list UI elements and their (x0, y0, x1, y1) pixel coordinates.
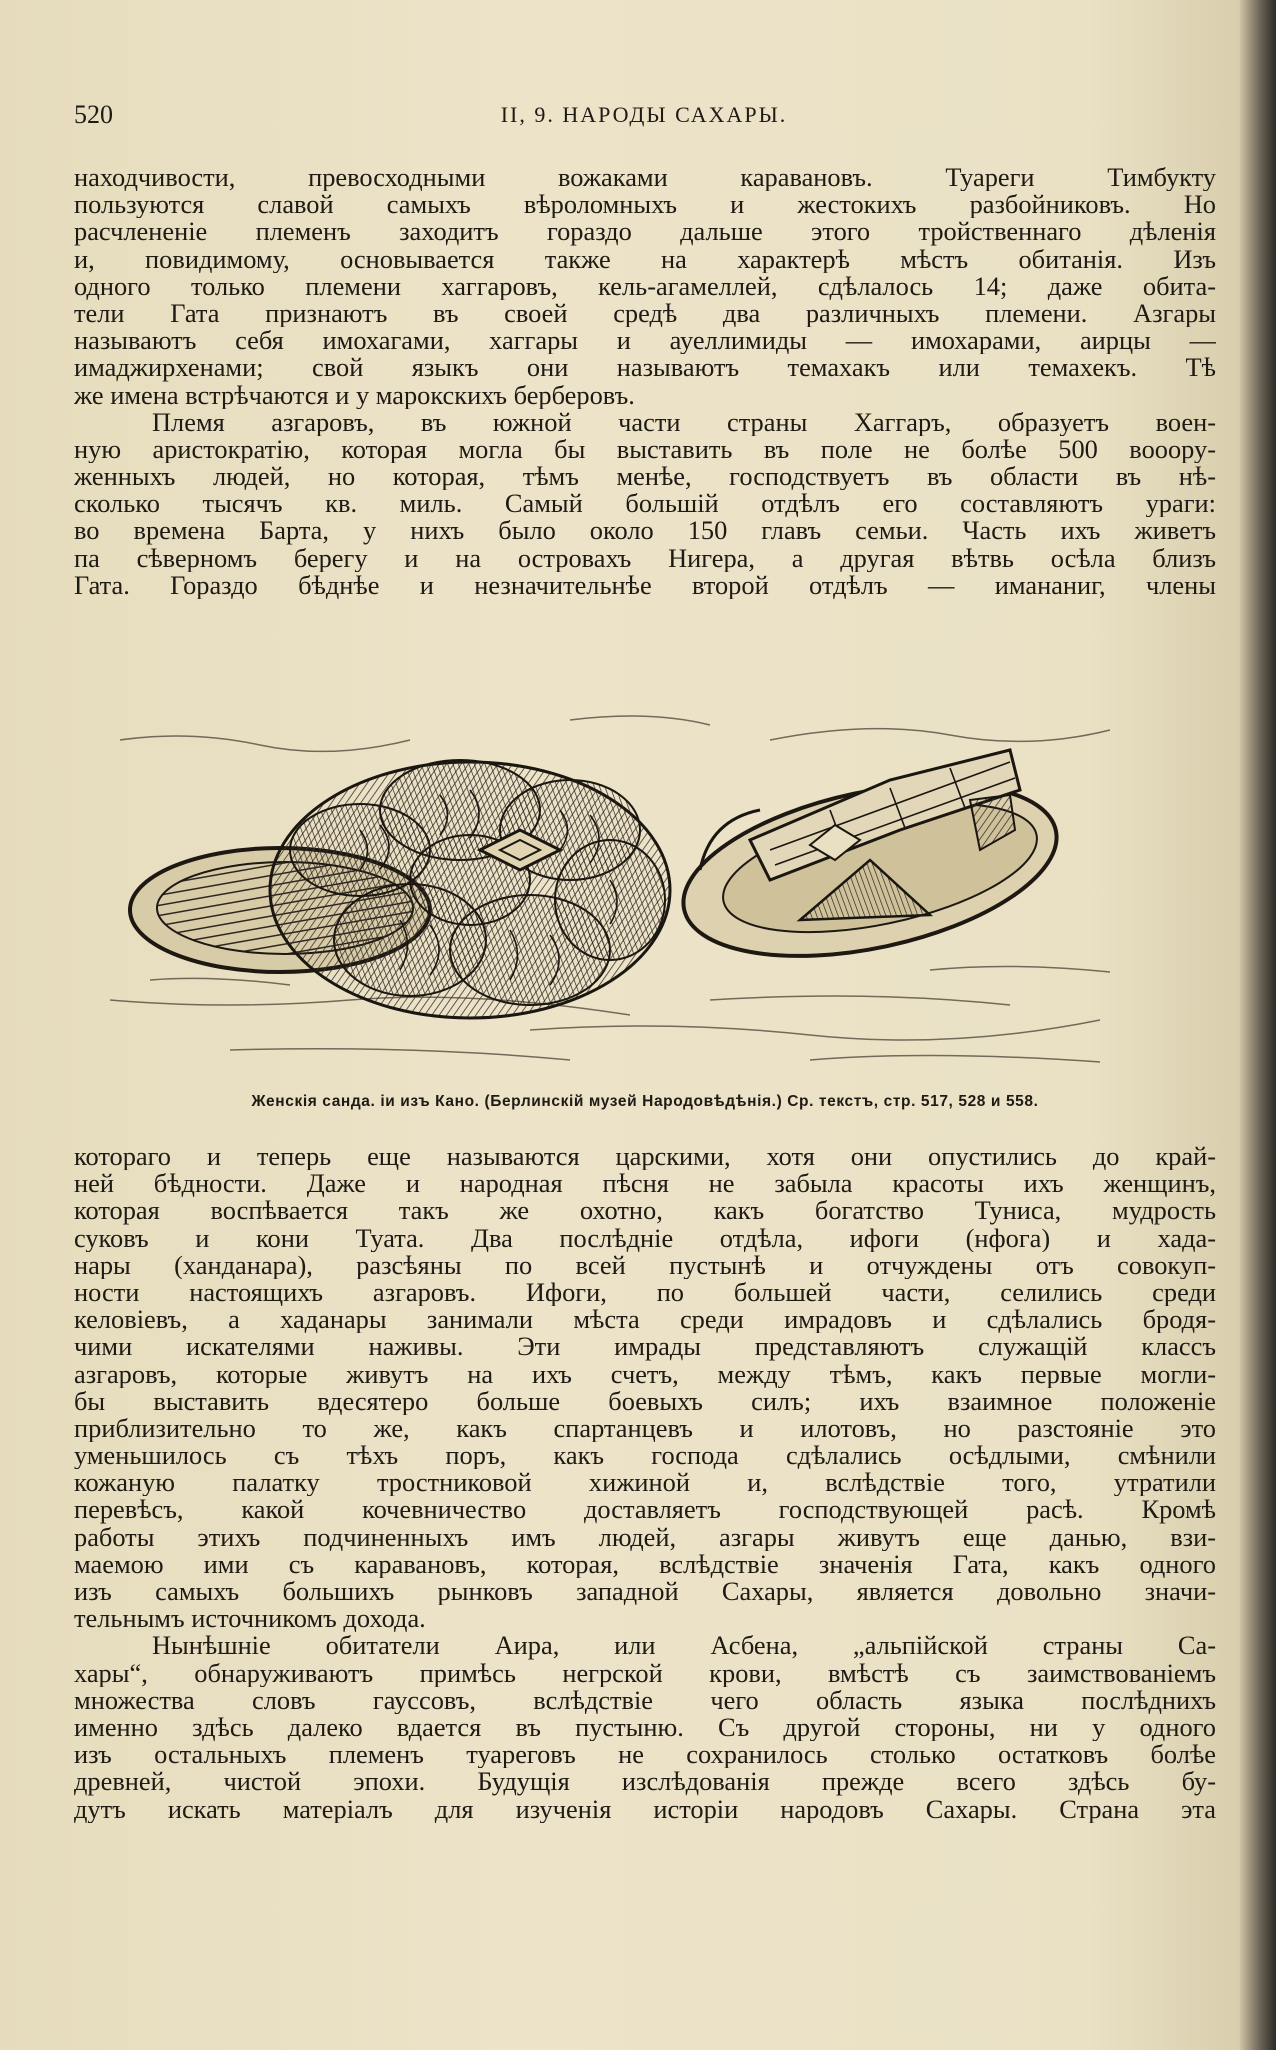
text-line: женныхъ людей, но которая, тѣмъ менѣе, господствуетъ въ области въ нѣ- (74, 463, 1216, 491)
text-line: именно здѣсь далеко вдается въ пустыню. Съ другой стороны, ни у одного (74, 1713, 1216, 1742)
text-line: расчлененіе племенъ заходитъ гораздо дальше этого тройственнаго дѣленія (74, 218, 1216, 246)
book-spine-shadow (1240, 0, 1276, 2050)
right-sandal (668, 750, 1072, 986)
text-block-bottom (74, 1143, 1216, 1823)
text-line: уменьшилось съ тѣхъ поръ, какъ господа сдѣлались осѣдлыми, смѣнили (74, 1442, 1216, 1470)
text-line: древней, чистой эпохи. Будущія изслѣдованія прежде всего здѣсь бу- (74, 1768, 1216, 1796)
text-line: дутъ искать матеріалъ для изученія исторіи народовъ Сахары. Страна эта (74, 1795, 1216, 1823)
text-line: и, повидимому, основывается также на характерѣ мѣстъ обитанія. Изъ (74, 245, 1216, 273)
text-line: кожаную палатку тростниковой хижиной и, вслѣдствіе того, утратили (74, 1469, 1216, 1497)
text-line: которая воспѣвается такъ же охотно, какъ богатство Туниса, мудрость (74, 1197, 1216, 1225)
text-line: суковъ и кони Туата. Два послѣдніе отдѣла, ифоги (нфога) и хада- (74, 1224, 1216, 1252)
text-block-top (74, 164, 1216, 599)
text-line: ней бѣдности. Даже и народная пѣсня не забыла красоты ихъ женщинъ, (74, 1170, 1216, 1198)
text-line: множества словъ гауссовъ, вслѣдствіе чего область языка послѣднихъ (74, 1686, 1216, 1714)
text-line: работы этихъ подчиненныхъ имъ людей, азгары живутъ еще данью, взи- (74, 1523, 1216, 1551)
text-line: ную аристократію, которая могла бы выставить въ поле не болѣе 500 вооору- (74, 435, 1216, 464)
text-line: хары“, обнаруживаютъ примѣсь негрской крови, вмѣстѣ съ заимствованіемъ (74, 1659, 1216, 1687)
text-line: Племя азгаровъ, въ южной части страны Хаггаръ, образуетъ воен- (152, 408, 1216, 436)
text-line: котораго и теперь еще называются царскими, хотя они опустились до край- (74, 1143, 1216, 1171)
text-line: сколько тысячъ кв. миль. Самый большій отдѣлъ его составляютъ ураги: (74, 490, 1216, 518)
text-line: во времена Барта, у нихъ было около 150 главъ семьи. Часть ихъ живетъ (74, 517, 1216, 545)
text-line: приблизительно то же, какъ спартанцевъ и илотовъ, но разстояніе это (74, 1414, 1216, 1443)
sandals-engraving (110, 700, 1130, 1080)
text-line: называютъ себя имохагами, хаггары и ауеллимиды — имохарами, аирцы — (74, 327, 1216, 355)
text-line: пользуются славой самыхъ вѣроломныхъ и жестокихъ разбойниковъ. Но (74, 191, 1216, 219)
text-line: тельнымъ источникомъ дохода. (74, 1605, 426, 1633)
page-number: 520 (74, 100, 113, 129)
text-line: па сѣверномъ берегу и на островахъ Нигера, а другая вѣтвь осѣла близъ (74, 544, 1216, 572)
page-header (74, 100, 1214, 140)
text-line: находчивости, превосходными вожаками каравановъ. Туареги Тимбукту (74, 164, 1216, 192)
text-line: келовіевъ, а хаданары занимали мѣста среди имрадовъ и сдѣлались бродя- (74, 1306, 1216, 1334)
text-line: одного только племени хаггаровъ, кель-агамеллей, сдѣлалось 14; даже обита- (74, 272, 1216, 300)
text-line: маемою ими съ каравановъ, которая, вслѣдствіе значенія Гата, какъ одного (74, 1550, 1216, 1578)
text-line: ности настоящихъ азгаровъ. Ифоги, по большей части, селились среди (74, 1278, 1216, 1307)
text-line: чими искателями наживы. Эти имрады представляютъ служащій классъ (74, 1333, 1216, 1361)
text-line: тели Гата признаютъ въ своей средѣ два различныхъ племени. Азгары (74, 299, 1216, 328)
text-line: перевѣсъ, какой кочевничество доставляетъ господствующей расѣ. Кромѣ (74, 1496, 1216, 1524)
text-line: же имена встрѣчаются и у марокскихъ берберовъ. (74, 381, 635, 409)
text-line: азгаровъ, которые живутъ на ихъ счетъ, между тѣмъ, какъ первые могли- (74, 1360, 1216, 1388)
sandals-illustration (110, 700, 1130, 1080)
text-line: имаджирхенами; свой языкъ они называютъ темахакъ или темахекъ. Тѣ (74, 354, 1216, 382)
text-line: Гата. Гораздо бѣднѣе и незначительнѣе второй отдѣлъ — имананиг, члены (74, 571, 1216, 599)
text-line: Нынѣшніе обитатели Аира, или Асбена, „альпійской страны Са- (152, 1632, 1216, 1660)
text-line: нары (ханданара), разсѣяны по всей пустынѣ и отчуждены отъ совокуп- (74, 1251, 1216, 1279)
running-title: II, 9. НАРОДЫ САХАРЫ. (500, 102, 788, 127)
text-line: изъ самыхъ большихъ рынковъ западной Сахары, является довольно значи- (74, 1578, 1216, 1606)
figure-caption: Женскія санда. іи изъ Кано. (Берлинскій музей Народовѣдѣнія.) Ср. текстъ, стр. 517, 528 и 558. (251, 1093, 1039, 1110)
text-line: бы выставить вдесятеро больше боевыхъ силъ; ихъ взаимное положеніе (74, 1387, 1216, 1415)
text-line: изъ остальныхъ племенъ туареговъ не сохранилось столько остатковъ болѣе (74, 1741, 1216, 1769)
